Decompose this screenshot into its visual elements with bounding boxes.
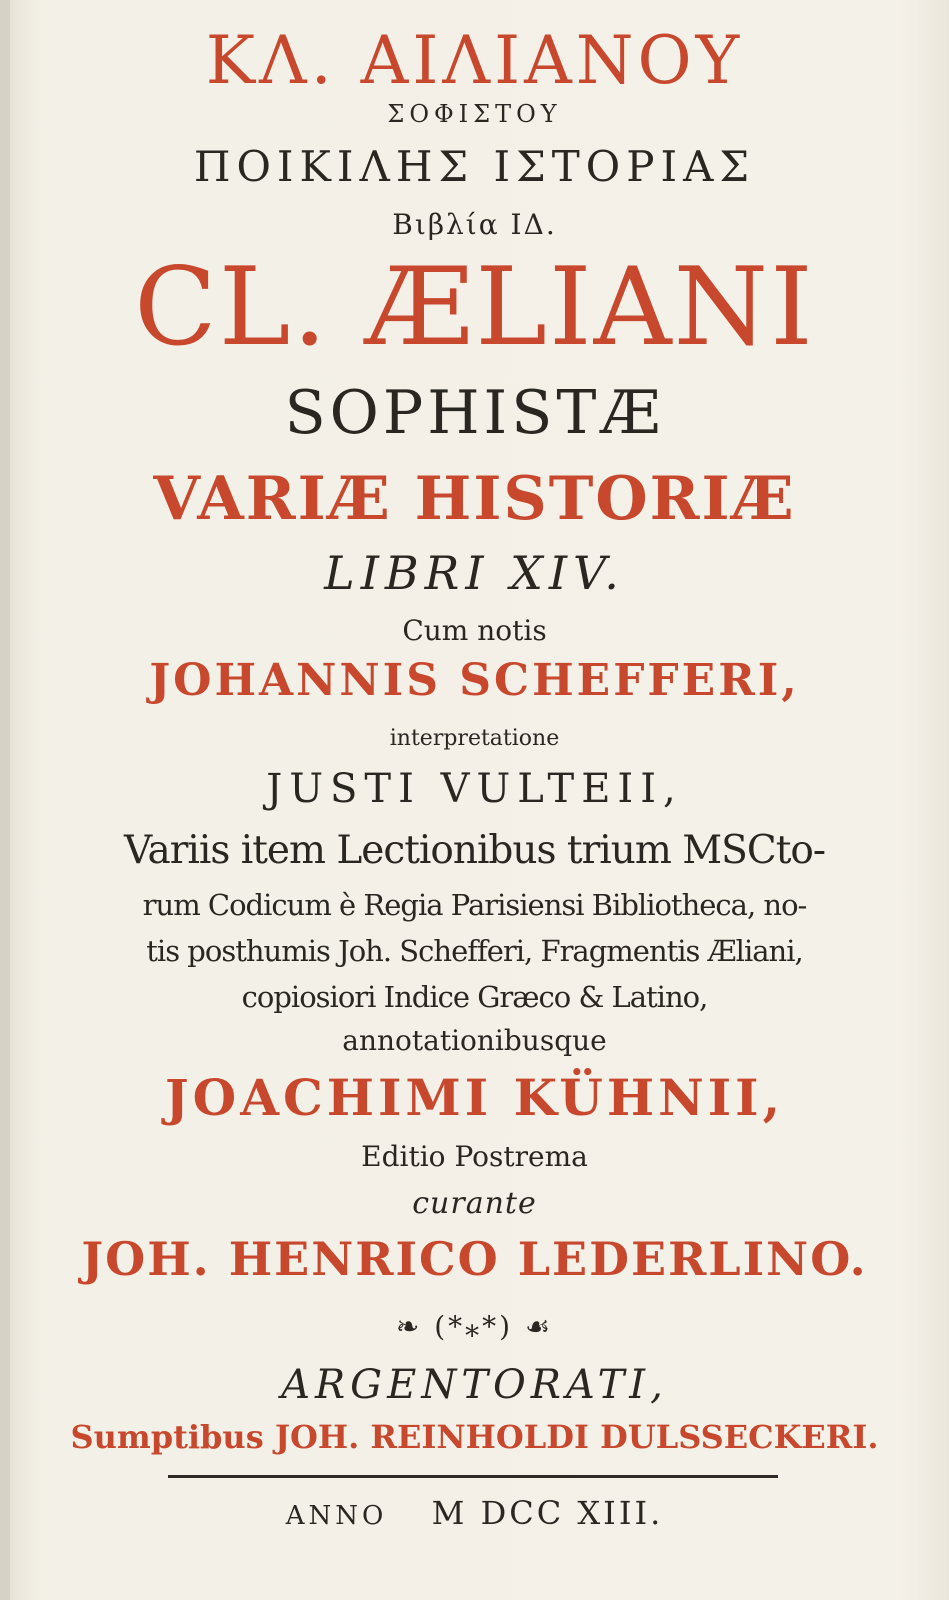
anno-label: ANNO xyxy=(285,1501,388,1531)
description-line: rum Codicum è Regia Parisiensi Bibliotheca, no- xyxy=(142,888,807,922)
latin-title: VARIÆ HISTORIÆ xyxy=(153,464,796,534)
description-line: annotationibusque xyxy=(342,1024,607,1057)
publisher-line: Sumptibus JOH. REINHOLDI DULSSECKERI. xyxy=(70,1418,879,1456)
scheffer-name: JOHANNIS SCHEFFERI, xyxy=(149,655,800,706)
cum-notis: Cum notis xyxy=(402,614,547,647)
greek-books: Βιβλία ΙΔ. xyxy=(392,208,557,241)
latin-sophist: SOPHISTÆ xyxy=(284,378,665,448)
lederlin-name: JOH. HENRICO LEDERLINO. xyxy=(81,1232,868,1286)
horizontal-rule xyxy=(168,1475,778,1478)
latin-author: CL. ÆLIANI xyxy=(134,245,815,370)
latin-books: LIBRI XIV. xyxy=(324,546,625,600)
description-line: tis posthumis Joh. Schefferi, Fragmentis Æliani, xyxy=(146,934,803,968)
kuhn-name: JOACHIMI KÜHNII, xyxy=(165,1068,784,1127)
greek-author: ΚΛ. ΑΙΛΙΑΝΟΥ xyxy=(205,22,744,99)
editio-postrema: Editio Postrema xyxy=(361,1140,588,1173)
description-line: Variis item Lectionibus trium MSCto- xyxy=(123,828,826,873)
anno-year: M DCC XIII. xyxy=(431,1494,664,1532)
curante: curante xyxy=(412,1186,537,1221)
vulteius-name: JUSTI VULTEII, xyxy=(266,766,683,812)
ornament-icon: ❧ (*⁎*) ☙ xyxy=(395,1310,554,1343)
interpretatione: interpretatione xyxy=(389,726,560,751)
imprint-year xyxy=(0,1494,949,1532)
place-of-publication: ARGENTORATI, xyxy=(281,1362,668,1408)
greek-sophist: ΣΟΦΙΣΤΟΥ xyxy=(387,100,562,128)
greek-title: ΠΟΙΚΙΛΗΣ ΙΣΤΟΡΙΑΣ xyxy=(193,142,756,191)
description-line: copiosiori Indice Græco & Latino, xyxy=(241,980,708,1014)
